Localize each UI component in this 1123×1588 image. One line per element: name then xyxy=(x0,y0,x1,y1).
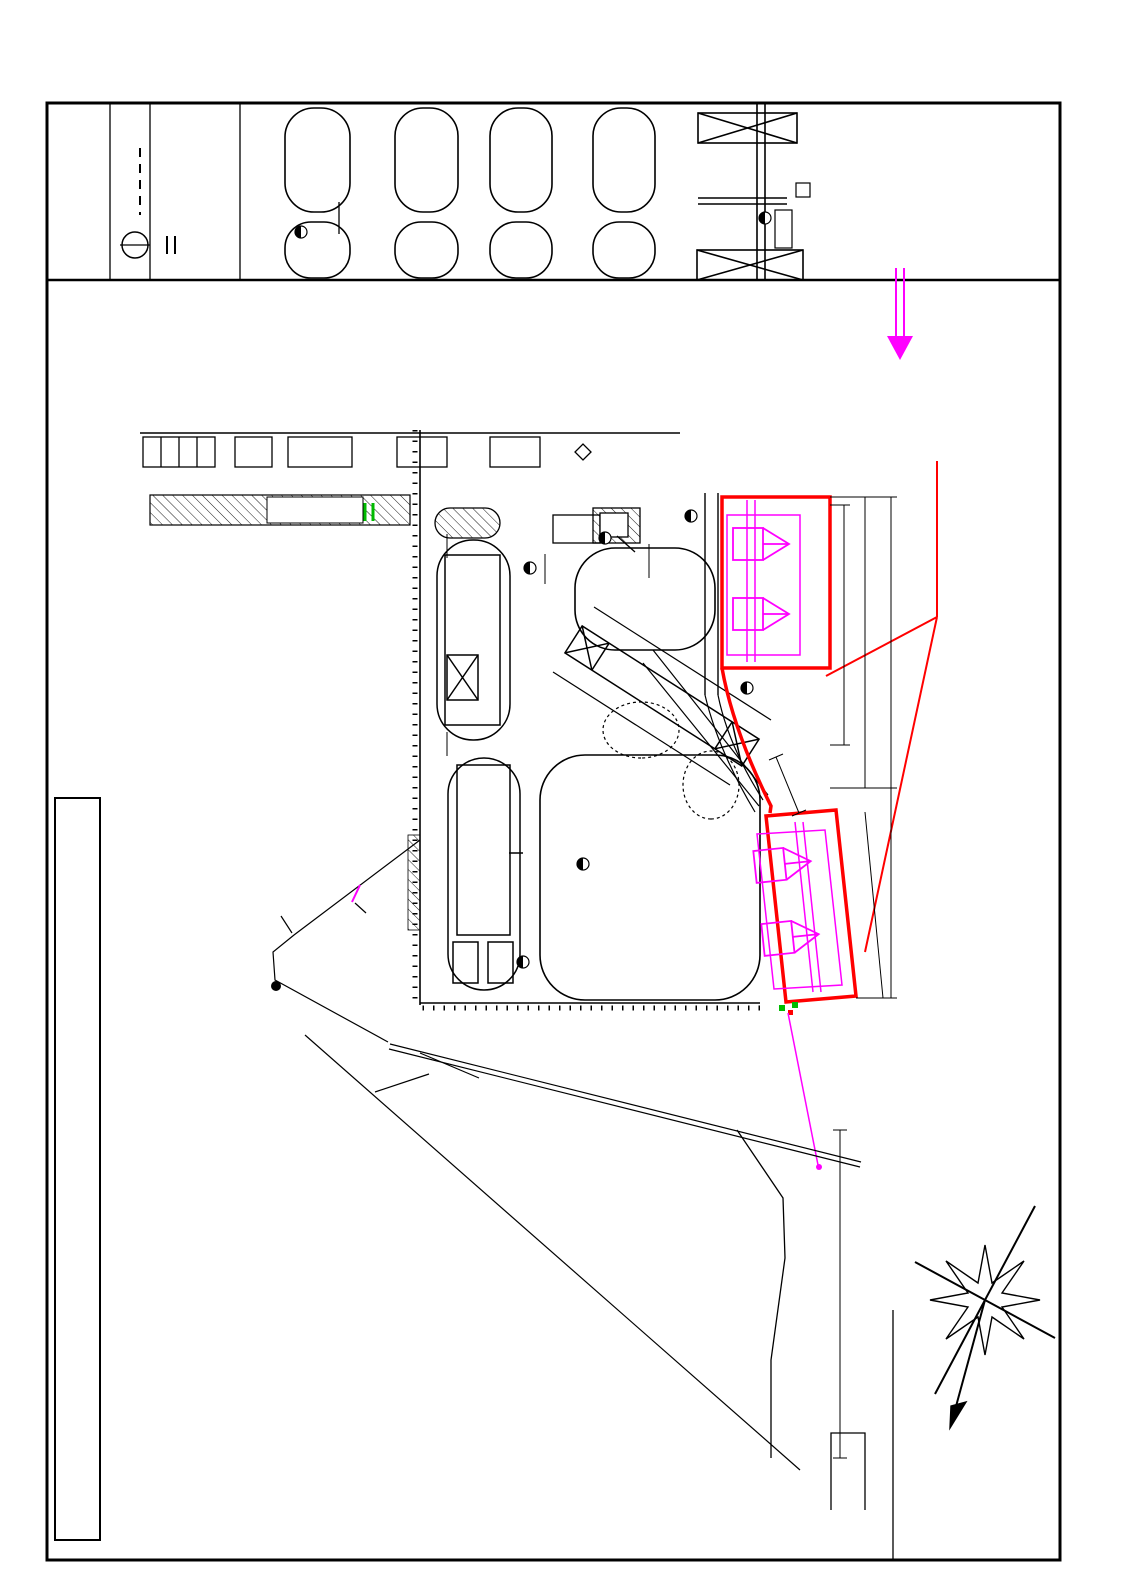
warehouse-A xyxy=(437,540,510,740)
substation-block xyxy=(435,508,640,552)
berth13-structure xyxy=(697,103,810,280)
berth9-deck xyxy=(705,493,718,695)
rear-buildings xyxy=(140,433,680,467)
compass-rose-icon xyxy=(915,1206,1055,1428)
berth9-structures xyxy=(727,500,800,662)
existing-yard-linework xyxy=(110,103,655,280)
site-boundary xyxy=(273,840,861,1470)
sand-wharf-lines xyxy=(737,1130,893,1560)
phase2-garage-strip xyxy=(150,495,410,525)
benchmark-markers xyxy=(271,212,771,991)
reserved-warehouse xyxy=(448,758,523,990)
berth11-structures xyxy=(753,822,842,1170)
sheet-frame xyxy=(47,103,1060,1560)
river-flow-arrow-icon xyxy=(887,268,913,360)
